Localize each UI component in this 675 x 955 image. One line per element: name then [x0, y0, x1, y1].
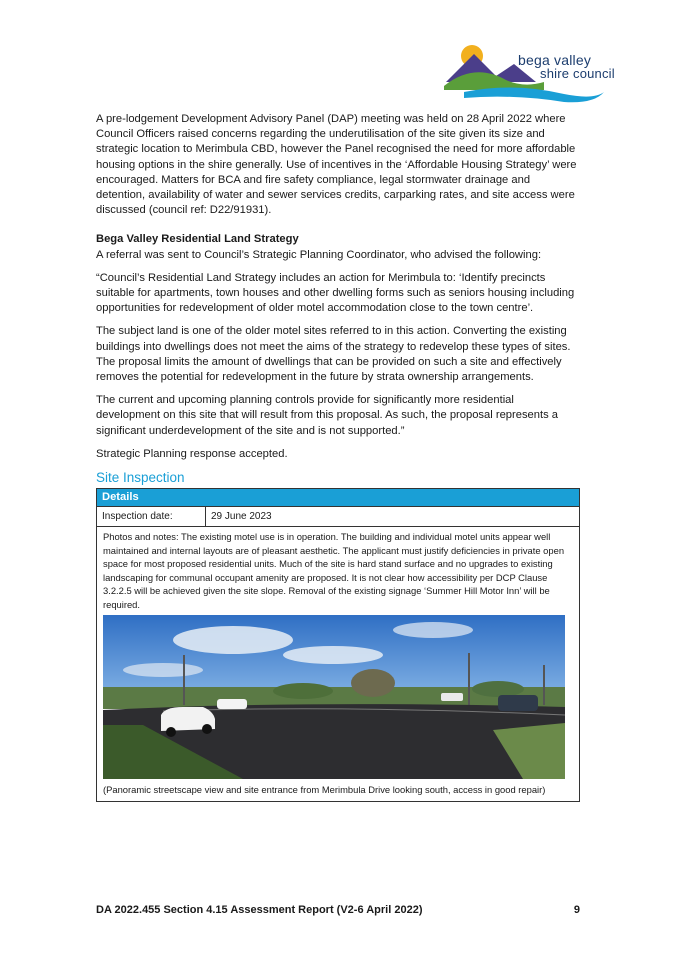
page-number: 9 [573, 904, 580, 916]
inspection-date-row [97, 507, 579, 527]
footer-report-title: DA 2022.455 Section 4.15 Assessment Report (V2-6 April 2022) [96, 904, 423, 916]
heading-residential-land-strategy: Bega Valley Residential Land Strategy [96, 233, 299, 246]
section-title-site-inspection: Site Inspection [96, 470, 185, 486]
inspection-notes: Photos and notes: The existing motel use is in operation. The building and individual motel units appear well maintained and internal layouts are of pleasant aesthetic. The applicant must justify deficiencies in private open space for most proposed residential units. Much of the site is hard stand surface and no upgrades to existing landscaping for communal occupant amenity are proposed. It is not clear how accessibility per DCP Clause 3.2.2.5 will be achieved given the site slope. Removal of the existing signage ‘Summer Hill Motor Inn’ will be required. [103, 531, 565, 610]
streetscape-photo [103, 615, 565, 779]
inspection-date-value: 29 June 2023 [211, 511, 272, 523]
logo-text-line2: shire council [540, 66, 615, 81]
quote-paragraph-3: The current and upcoming planning controls provide for significantly more residential development on this site that will result from this proposal. As such, the proposal represents a significant underdevelopment of the site and is not supported.” [96, 394, 559, 437]
logo-wave [464, 87, 604, 102]
paragraph-referral: A referral was sent to Council’s Strategic Planning Coordinator, who advised the following: [96, 248, 542, 261]
photo-caption: (Panoramic streetscape view and site entrance from Merimbula Drive looking south, access in good repair) [103, 783, 546, 795]
page-footer [96, 904, 580, 916]
paragraph-accepted: Strategic Planning response accepted. [96, 447, 288, 460]
inspection-date-label: Inspection date: [97, 507, 206, 526]
paragraph-dap: A pre-lodgement Development Advisory Panel (DAP) meeting was held on 28 April 2022 where Council Officers raised concerns regarding the underutilisation of the site given its size and strategic location to Merimbula CBD, however the Panel recognised the need for more affordable housing options in the shire generally. Use of incentives in the ‘Affordable Housing Strategy’ were encouraged. Matters for BCA and fire safety compliance, legal stormwater drainage and detention, availability of water and sewer services credits, carparking rates, and site access were discussed (council ref: D22/91931). [96, 113, 577, 217]
report-content [96, 112, 580, 802]
inspection-details-table [96, 488, 580, 802]
logo-text-line1: bega valley [518, 52, 592, 68]
quote-paragraph-1: “Council’s Residential Land Strategy includes an action for Merimbula to: ‘Identify precincts suitable for apartments, town houses and other dwelling forms such as seniors housing including opportunities for redevelopment of older motel accommodation close to the town centre’. [96, 271, 575, 315]
quote-paragraph-2: The subject land is one of the older motel sites referred to in this action. Converting the existing buildings into dwellings does not meet the aims of the strategy to redevelop these types of sites. The proposal limits the amount of dwellings that can be provided on such a site and effectively removes the potential for redevelopment in the future by strata ownership arrangements. [96, 325, 571, 384]
details-header: Details [97, 489, 579, 507]
